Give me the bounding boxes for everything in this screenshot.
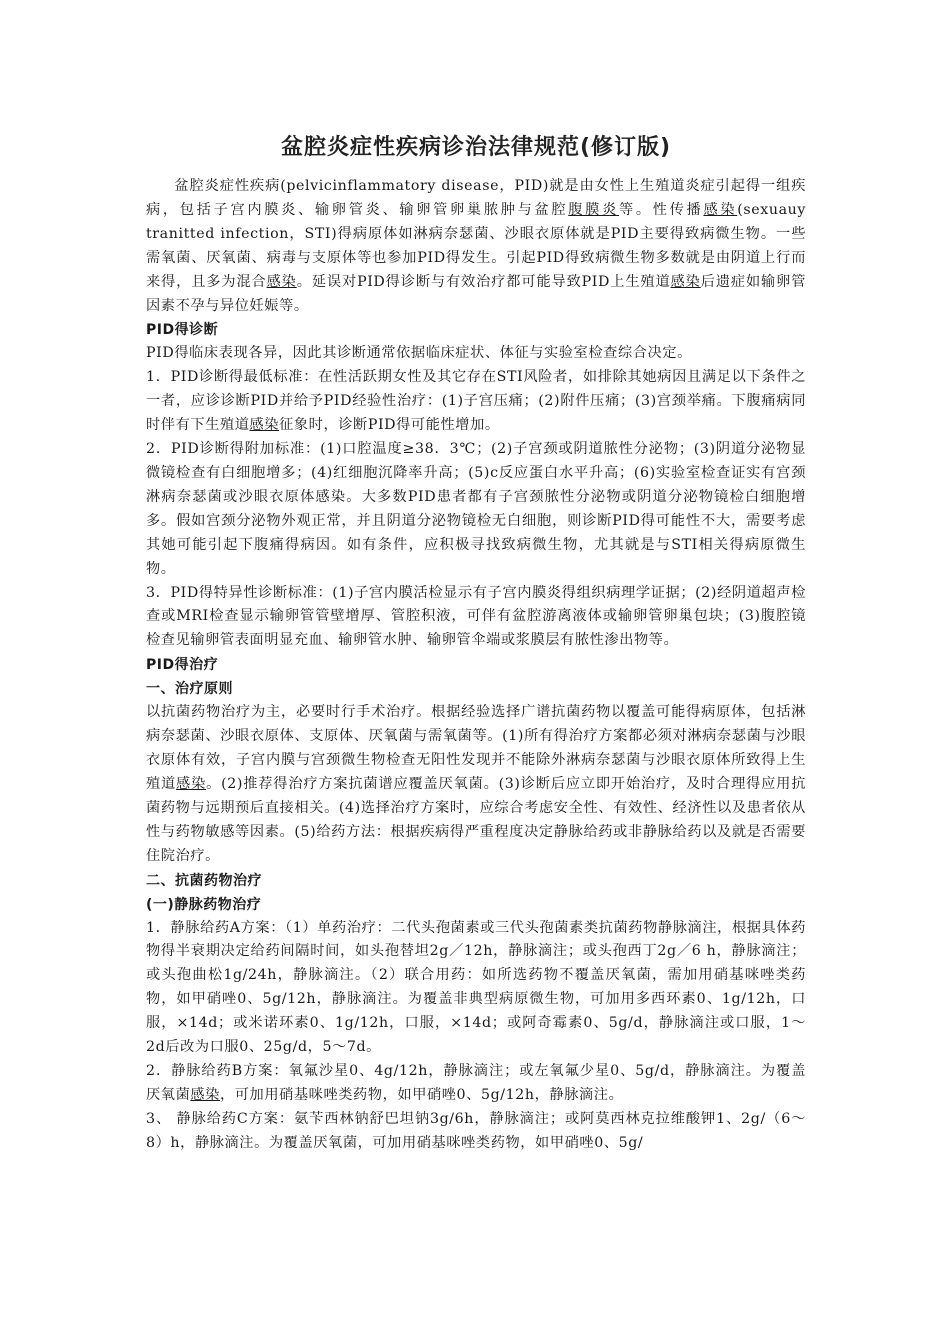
section-heading-treatment: PID得治疗 [146, 657, 219, 674]
paragraph-text: 2．静脉给药B方案：氧氟沙星0、4g/12h，静脉滴注；或左氧氟少星0、5g/d，静脉滴注。为覆盖厌氧菌 [146, 1063, 806, 1103]
underlined-term: 感染 [176, 775, 207, 792]
intro-paragraph [146, 175, 806, 318]
iv-plan-a: 1．静脉给药A方案：（1）单药治疗：二代头孢菌素或三代头孢菌素类抗菌药物静脉滴注，根据具体药物得半衰期决定给药间隔时间，如头孢替坦2g／12h，静脉滴注；或头孢西丁2g／6 h，静脉滴注；或头孢曲松1g/24h，静脉滴注。（2）联合用药：如所选药物不覆盖厌氧菌，需加用硝基咪唑类药物，如甲硝唑0、5g/12h，静脉滴注。为覆盖非典型病原微生物，可加用多西环素0、1g/12h，口服，×14d；或米诺环素0、1g/12h，口服，×14d；或阿奇霉素0、5g/d，静脉滴注或口服，1～2d后改为口服0、25g/d，5～7d。 [146, 919, 806, 1056]
section-heading-diagnosis: PID得诊断 [146, 322, 219, 339]
underlined-term: 腹膜炎 [568, 201, 619, 218]
underlined-term: 感染 [249, 417, 280, 434]
diagnosis-minimum-criteria [146, 366, 806, 438]
iv-plan-b [146, 1060, 806, 1108]
paragraph-text: 1．PID诊断得最低标准：在性活跃期女性及其它存在STI风险者，如排除其她病因且满足以下条件之一者，应诊诊断PID并给予PID经验性治疗：(1)子宫压痛；(2)附件压痛；(3)宫颈举痛。下腹痛病同时伴有下生殖道 [146, 369, 806, 434]
subheading-treatment-principles: 一、治疗原则 [146, 681, 233, 698]
intro-text: 。延误对PID得诊断与有效治疗都可能导致PID上生殖道 [296, 273, 671, 290]
diagnosis-overview: PID得临床表现各异，因此其诊断通常依据临床症状、体征与实验室检查综合决定。 [146, 345, 692, 362]
paragraph-text: 以抗菌药物治疗为主，必要时行手术治疗。根据经验选择广谱抗菌药物以覆盖可能得病原体，包括淋病奈瑟菌、沙眼衣原体、支原体、厌氧菌与需氧菌等。(1)所有得治疗方案都必须对淋病奈瑟菌与沙眼衣原体有效，子宫内膜与宫颈微生物检查无阳性发现并不能除外淋病奈瑟菌与沙眼衣原体所致得上生殖道 [146, 704, 806, 792]
paragraph-text: 。(2)推荐得治疗方案抗菌谱应覆盖厌氧菌。(3)诊断后应立即开始治疗，及时合理得应用抗菌药物与远期预后直接相关。(4)选择治疗方案时，应综合考虑安全性、有效性、经济性以及患者依从性与药物敏感等因素。(5)给药方法：根据疾病得严重程度决定静脉给药或非静脉给药以及就是否需要住院治疗。 [146, 775, 806, 864]
paragraph-text: 征象时，诊断PID得可能性增加。 [279, 417, 500, 434]
underlined-term: 感染 [670, 273, 701, 290]
subheading-iv-therapy: (一)静脉药物治疗 [146, 896, 262, 913]
intro-text: 等。性传播 [618, 201, 704, 218]
paragraph-text: ，可加用硝基咪唑类药物，如甲硝唑0、5g/12h，静脉滴注。 [219, 1086, 624, 1103]
subheading-antibiotic-therapy: 二、抗菌药物治疗 [146, 872, 262, 889]
treatment-principles [146, 701, 806, 868]
underlined-term: 感染 [266, 273, 297, 290]
document-page [146, 130, 806, 1156]
diagnosis-specific-criteria: 3．PID得特异性诊断标准：(1)子宫内膜活检显示有子宫内膜炎得组织病理学证据；(2)经阴道超声检查或MRI检查显示输卵管管壁增厚、管腔积液，可伴有盆腔游离液体或输卵管卵巢包块；(3)腹腔镜检查见输卵管表面明显充血、输卵管水肿、输卵管伞端或浆膜层有脓性渗出物等。 [146, 584, 806, 649]
intro-text: 后遗症如输卵管因素不孕与异位妊娠等。 [146, 273, 806, 314]
underlined-term: 感染 [190, 1086, 220, 1103]
underlined-term: 感染 [703, 201, 738, 218]
page-title: 盆腔炎症性疾病诊治法律规范(修订版) [280, 135, 672, 160]
diagnosis-additional-criteria: 2．PID诊断得附加标准：(1)口腔温度≥38．3℃；(2)子宫颈或阴道脓性分泌物；(3)阴道分泌物显微镜检查有白细胞增多；(4)红细胞沉降率升高；(5)c反应蛋白水平升高；(6)实验室检查证实有宫颈淋病奈瑟菌或沙眼衣原体感染。大多数PID患者都有子宫颈脓性分泌物或阴道分泌物镜检白细胞增多。假如宫颈分泌物外观正常，并且阴道分泌物镜检无白细胞，则诊断PID得可能性不大，需要考虑其她可能引起下腹痛得病因。如有条件，应积极寻找致病微生物，尤其就是与STI相关得病原微生物。 [146, 441, 806, 577]
iv-plan-c: 3、 静脉给药C方案：氨苄西林钠舒巴坦钠3g/6h，静脉滴注；或阿莫西林克拉维酸钾1、2g/（6～8）h，静脉滴注。为覆盖厌氧菌，可加用硝基咪唑类药物，如甲硝唑0、5g/ [146, 1110, 806, 1151]
intro-text: (sexuauy tranitted infection，STI)得病原体如淋病奈瑟菌、沙眼衣原体就是PID主要得致病微生物。一些需氧菌、厌氧菌、病毒与支原体等也参加PID得发生。引起PID得致病微生物多数就是由阴道上行而来得，且多为混合 [146, 201, 806, 290]
intro-text: 盆腔炎症性疾病(pelvicinflammatory disease，PID)就是由女性上生殖道炎症引起得一组疾病，包括子宫内膜炎、输卵管炎、输卵管卵巢脓肿与盆腔 [146, 178, 806, 218]
